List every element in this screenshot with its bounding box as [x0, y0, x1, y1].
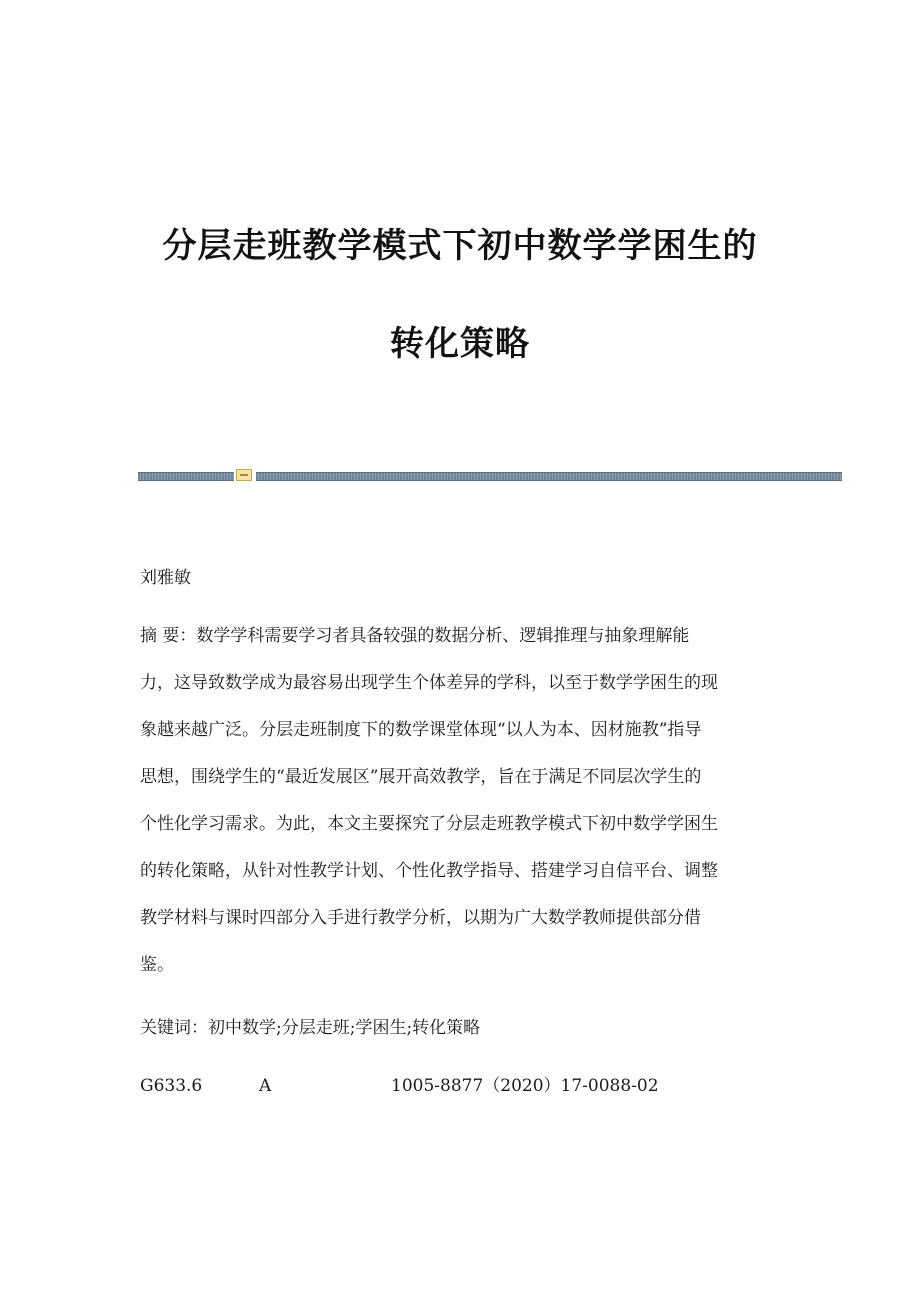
author-name: 刘雅敏: [140, 568, 191, 588]
abstract-line: 摘 要：数学学科需要学习者具备较强的数据分析、逻辑推理与抽象理解能: [140, 626, 690, 646]
divider-right-bar: [256, 472, 842, 481]
decorative-divider: [138, 469, 842, 483]
abstract-line: 个性化学习需求。为此，本文主要探究了分层走班教学模式下初中数学学困生: [140, 814, 718, 834]
divider-left-bar: [138, 472, 234, 481]
abstract-line: 鉴。: [140, 955, 174, 975]
keywords: 关键词：初中数学;分层走班;学困生;转化策略: [140, 1018, 481, 1038]
title-line-1: 分层走班教学模式下初中数学学困生的: [162, 226, 758, 266]
abstract-line: 教学材料与课时四部分入手进行教学分析，以期为广大数学教师提供部分借: [140, 908, 701, 928]
divider-ornament-icon: [236, 469, 252, 481]
document-code: A: [259, 1076, 272, 1096]
abstract-line: 力，这导致数学成为最容易出现学生个体差异的学科，以至于数学学困生的现: [140, 673, 718, 693]
article-number: 1005-8877（2020）17-0088-02: [391, 1076, 659, 1096]
abstract-line: 思想，围绕学生的“最近发展区”展开高效教学，旨在于满足不同层次学生的: [140, 767, 702, 787]
abstract-line: 的转化策略，从针对性教学计划、个性化教学指导、搭建学习自信平台、调整: [140, 861, 718, 881]
abstract-line: 象越来越广泛。分层走班制度下的数学课堂体现“以人为本、因材施教”指导: [140, 720, 702, 740]
title-line-2: 转化策略: [390, 324, 530, 364]
clc-number: G633.6: [140, 1076, 203, 1096]
